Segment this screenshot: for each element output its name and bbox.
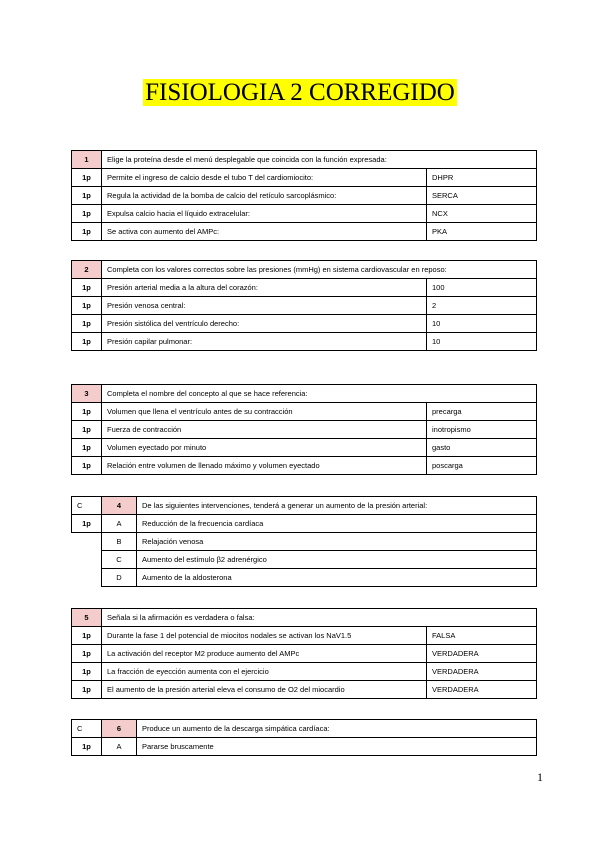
answer-dropdown[interactable]: PKA: [427, 223, 537, 241]
table-row: [72, 333, 537, 351]
option-letter: B: [102, 533, 137, 551]
blank-cell: [72, 551, 102, 569]
table-row: [72, 627, 537, 645]
answer-input[interactable]: 10: [427, 315, 537, 333]
answer-dropdown[interactable]: NCX: [427, 205, 537, 223]
question-3-table: [71, 384, 537, 475]
option-row[interactable]: [72, 569, 537, 587]
statement-cell: La activación del receptor M2 produce aumento del AMPc: [102, 645, 427, 663]
answer-input[interactable]: gasto: [427, 439, 537, 457]
option-letter: C: [102, 551, 137, 569]
option-row[interactable]: [72, 551, 537, 569]
question-header: [72, 151, 537, 169]
table-row: [72, 279, 537, 297]
option-letter: D: [102, 569, 137, 587]
option-row[interactable]: [72, 533, 537, 551]
question-number: 2: [72, 261, 102, 279]
blank-cell: [72, 569, 102, 587]
question-6-table: [71, 719, 537, 756]
selected-answer[interactable]: C: [72, 497, 102, 515]
document-title: FISIOLOGIA 2 CORREGIDO: [145, 79, 455, 106]
statement-cell: Presión capilar pulmonar:: [102, 333, 427, 351]
table-row: [72, 403, 537, 421]
points-cell: 1p: [72, 279, 102, 297]
statement-cell: Presión arterial media a la altura del corazón:: [102, 279, 427, 297]
points-cell: 1p: [72, 205, 102, 223]
option-text: Reducción de la frecuencia cardíaca: [137, 515, 537, 533]
question-2-table: [71, 260, 537, 351]
table-row: [72, 315, 537, 333]
question-number: 3: [72, 385, 102, 403]
statement-cell: Volumen que llena el ventrículo antes de su contracción: [102, 403, 427, 421]
option-text: Relajación venosa: [137, 533, 537, 551]
question-prompt: Produce un aumento de la descarga simpática cardíaca:: [137, 720, 537, 738]
statement-cell: Presión sistólica del ventrículo derecho:: [102, 315, 427, 333]
points-cell: 1p: [72, 187, 102, 205]
table-row: [72, 205, 537, 223]
statement-cell: Fuerza de contracción: [102, 421, 427, 439]
question-header: [72, 497, 537, 515]
table-row: [72, 457, 537, 475]
answer-input[interactable]: 10: [427, 333, 537, 351]
answer-input[interactable]: 2: [427, 297, 537, 315]
option-text: Aumento de la aldosterona: [137, 569, 537, 587]
table-row: [72, 223, 537, 241]
points-cell: 1p: [72, 515, 102, 533]
table-row: [72, 421, 537, 439]
statement-cell: Relación entre volumen de llenado máximo y volumen eyectado: [102, 457, 427, 475]
answer-dropdown[interactable]: VERDADERA: [427, 663, 537, 681]
option-text: Aumento del estímulo β2 adrenérgico: [137, 551, 537, 569]
points-cell: 1p: [72, 738, 102, 756]
answer-input[interactable]: precarga: [427, 403, 537, 421]
answer-input[interactable]: 100: [427, 279, 537, 297]
points-cell: 1p: [72, 663, 102, 681]
points-cell: 1p: [72, 681, 102, 699]
question-header: [72, 385, 537, 403]
question-number: 4: [102, 497, 137, 515]
statement-cell: El aumento de la presión arterial eleva el consumo de O2 del miocardio: [102, 681, 427, 699]
question-1-table: [71, 150, 537, 241]
question-header: [72, 720, 537, 738]
question-prompt: Completa con los valores correctos sobre las presiones (mmHg) en sistema cardiovascular en reposo:: [102, 261, 537, 279]
points-cell: 1p: [72, 645, 102, 663]
statement-cell: Durante la fase 1 del potencial de miocitos nodales se activan los NaV1.5: [102, 627, 427, 645]
points-cell: 1p: [72, 457, 102, 475]
points-cell: 1p: [72, 403, 102, 421]
statement-cell: Regula la actividad de la bomba de calcio del retículo sarcoplásmico:: [102, 187, 427, 205]
table-row: [72, 187, 537, 205]
question-number: 5: [72, 609, 102, 627]
document-title-block: [0, 78, 600, 108]
table-row: [72, 663, 537, 681]
points-cell: 1p: [72, 315, 102, 333]
selected-answer[interactable]: C: [72, 720, 102, 738]
question-prompt: Elige la proteína desde el menú desplegable que coincida con la función expresada:: [102, 151, 537, 169]
option-row[interactable]: [72, 515, 537, 533]
question-number: 6: [102, 720, 137, 738]
points-cell: 1p: [72, 627, 102, 645]
answer-dropdown[interactable]: SERCA: [427, 187, 537, 205]
answer-input[interactable]: poscarga: [427, 457, 537, 475]
points-cell: 1p: [72, 439, 102, 457]
question-4-table: [71, 496, 537, 587]
answer-input[interactable]: inotropismo: [427, 421, 537, 439]
table-row: [72, 645, 537, 663]
answer-dropdown[interactable]: VERDADERA: [427, 645, 537, 663]
option-letter: A: [102, 515, 137, 533]
option-row[interactable]: [72, 738, 537, 756]
statement-cell: Presión venosa central:: [102, 297, 427, 315]
answer-dropdown[interactable]: VERDADERA: [427, 681, 537, 699]
points-cell: 1p: [72, 169, 102, 187]
table-row: [72, 169, 537, 187]
question-prompt: De las siguientes intervenciones, tenderá a generar un aumento de la presión arterial:: [137, 497, 537, 515]
question-header: [72, 609, 537, 627]
statement-cell: Se activa con aumento del AMPc:: [102, 223, 427, 241]
question-number: 1: [72, 151, 102, 169]
option-letter: A: [102, 738, 137, 756]
table-row: [72, 297, 537, 315]
answer-dropdown[interactable]: DHPR: [427, 169, 537, 187]
points-cell: 1p: [72, 223, 102, 241]
statement-cell: La fracción de eyección aumenta con el ejercicio: [102, 663, 427, 681]
option-text: Pararse bruscamente: [137, 738, 537, 756]
table-row: [72, 681, 537, 699]
statement-cell: Permite el ingreso de calcio desde el tubo T del cardiomiocito:: [102, 169, 427, 187]
statement-cell: Volumen eyectado por minuto: [102, 439, 427, 457]
answer-dropdown[interactable]: FALSA: [427, 627, 537, 645]
table-row: [72, 439, 537, 457]
question-prompt: Completa el nombre del concepto al que se hace referencia:: [102, 385, 537, 403]
statement-cell: Expulsa calcio hacia el líquido extracelular:: [102, 205, 427, 223]
points-cell: 1p: [72, 421, 102, 439]
blank-cell: [72, 533, 102, 551]
question-prompt: Señala si la afirmación es verdadera o falsa:: [102, 609, 537, 627]
points-cell: 1p: [72, 297, 102, 315]
points-cell: 1p: [72, 333, 102, 351]
question-5-table: [71, 608, 537, 699]
page-number: 1: [537, 770, 543, 784]
question-header: [72, 261, 537, 279]
